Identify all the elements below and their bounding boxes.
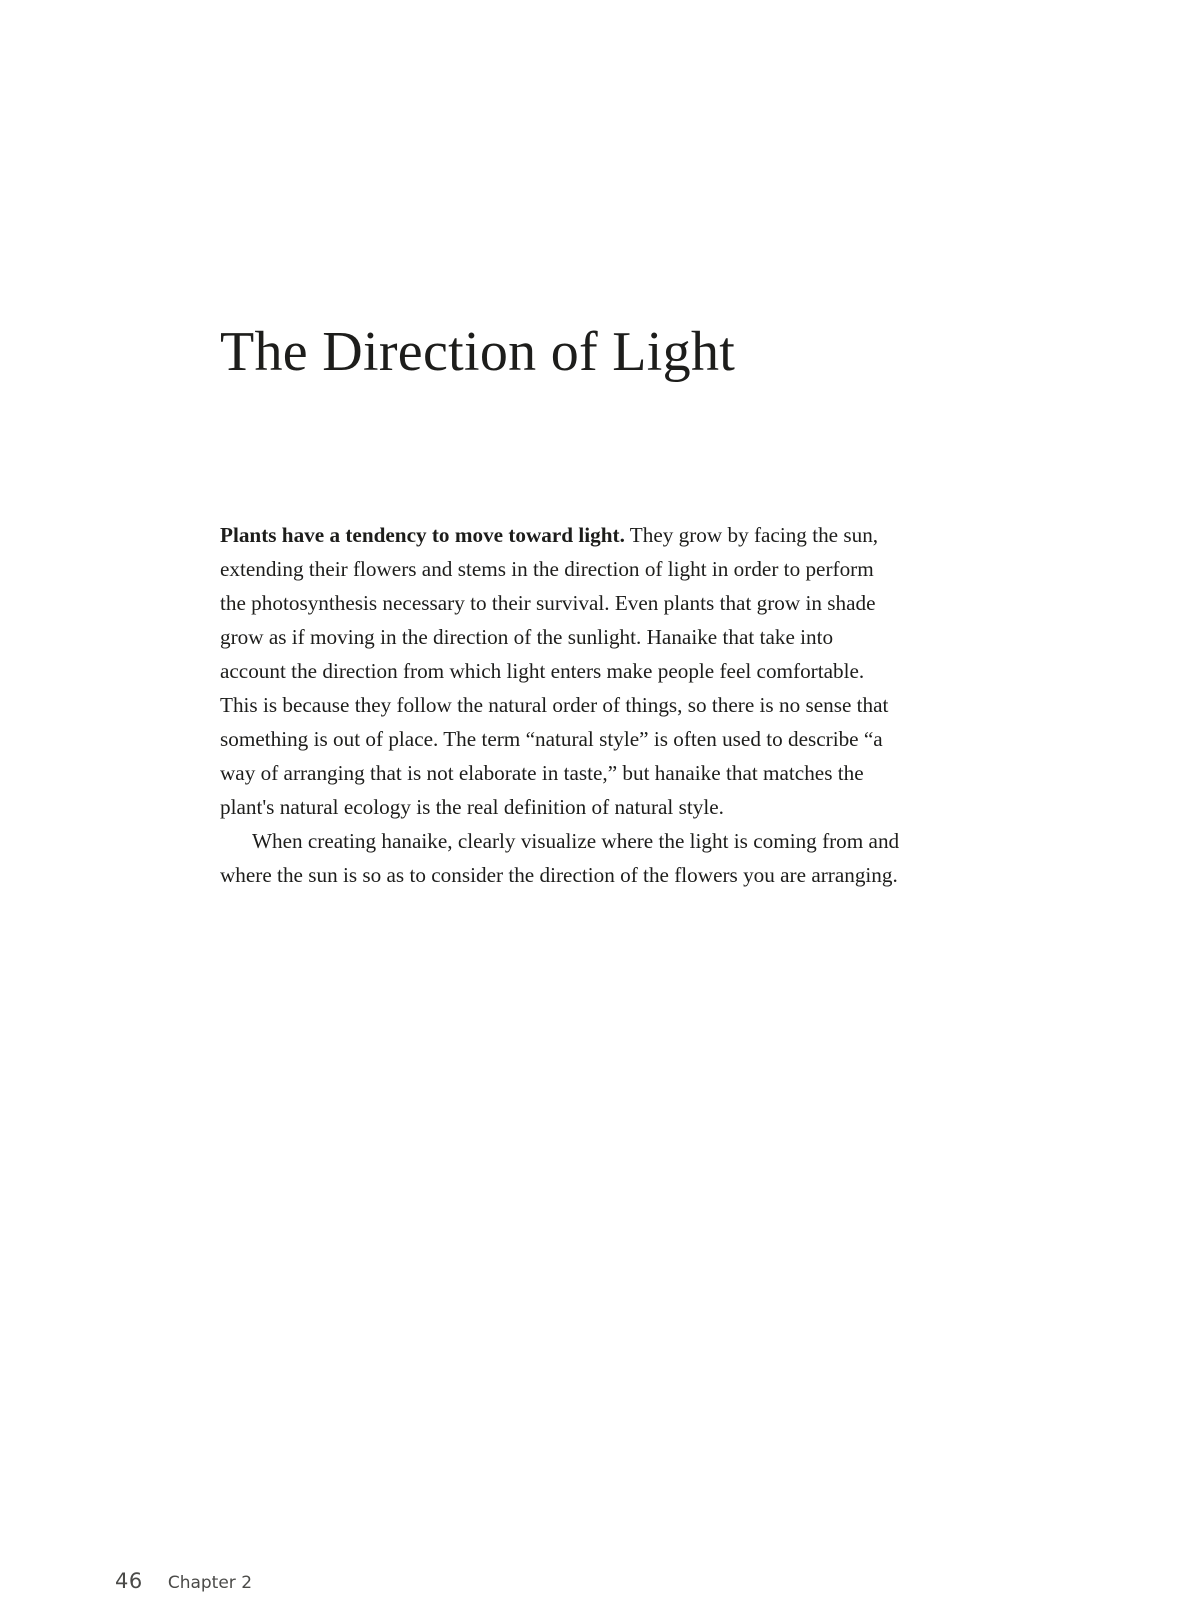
paragraph-1-line-8: way of arranging that is not elaborate in taste,” but hanaike that matches the — [220, 761, 864, 785]
body-text — [220, 518, 950, 892]
page-title: The Direction of Light — [220, 321, 736, 383]
paragraph-1-line-3: the photosynthesis necessary to their survival. Even plants that grow in shade — [220, 591, 876, 615]
paragraph-2-line-2: where the sun is so as to consider the direction of the flowers you are arranging. — [220, 863, 898, 887]
paragraph-1 — [220, 518, 950, 824]
paragraph-2-line-1: When creating hanaike, clearly visualize where the light is coming from and — [252, 829, 900, 853]
paragraph-1-line-4: grow as if moving in the direction of the sunlight. Hanaike that take into — [220, 625, 834, 649]
lead-sentence: Plants have a tendency to move toward light. — [220, 523, 625, 547]
paragraph-2 — [220, 824, 950, 892]
paragraph-1-line-2: extending their flowers and stems in the direction of light in order to perform — [220, 557, 874, 581]
page-number: 46 — [115, 1569, 143, 1593]
paragraph-1-line-6: This is because they follow the natural order of things, so there is no sense that — [220, 693, 889, 717]
line-text: They grow by facing the sun, — [624, 523, 879, 547]
paragraph-1-line-7: something is out of place. The term “natural style” is often used to describe “a — [220, 727, 883, 751]
paragraph-1-line-5: account the direction from which light enters make people feel comfortable. — [220, 659, 865, 683]
chapter-label: Chapter 2 — [167, 1573, 253, 1593]
paragraph-1-line-1 — [220, 518, 950, 552]
page-footer — [115, 1569, 252, 1593]
paragraph-1-line-9: plant's natural ecology is the real definition of natural style. — [220, 795, 724, 819]
